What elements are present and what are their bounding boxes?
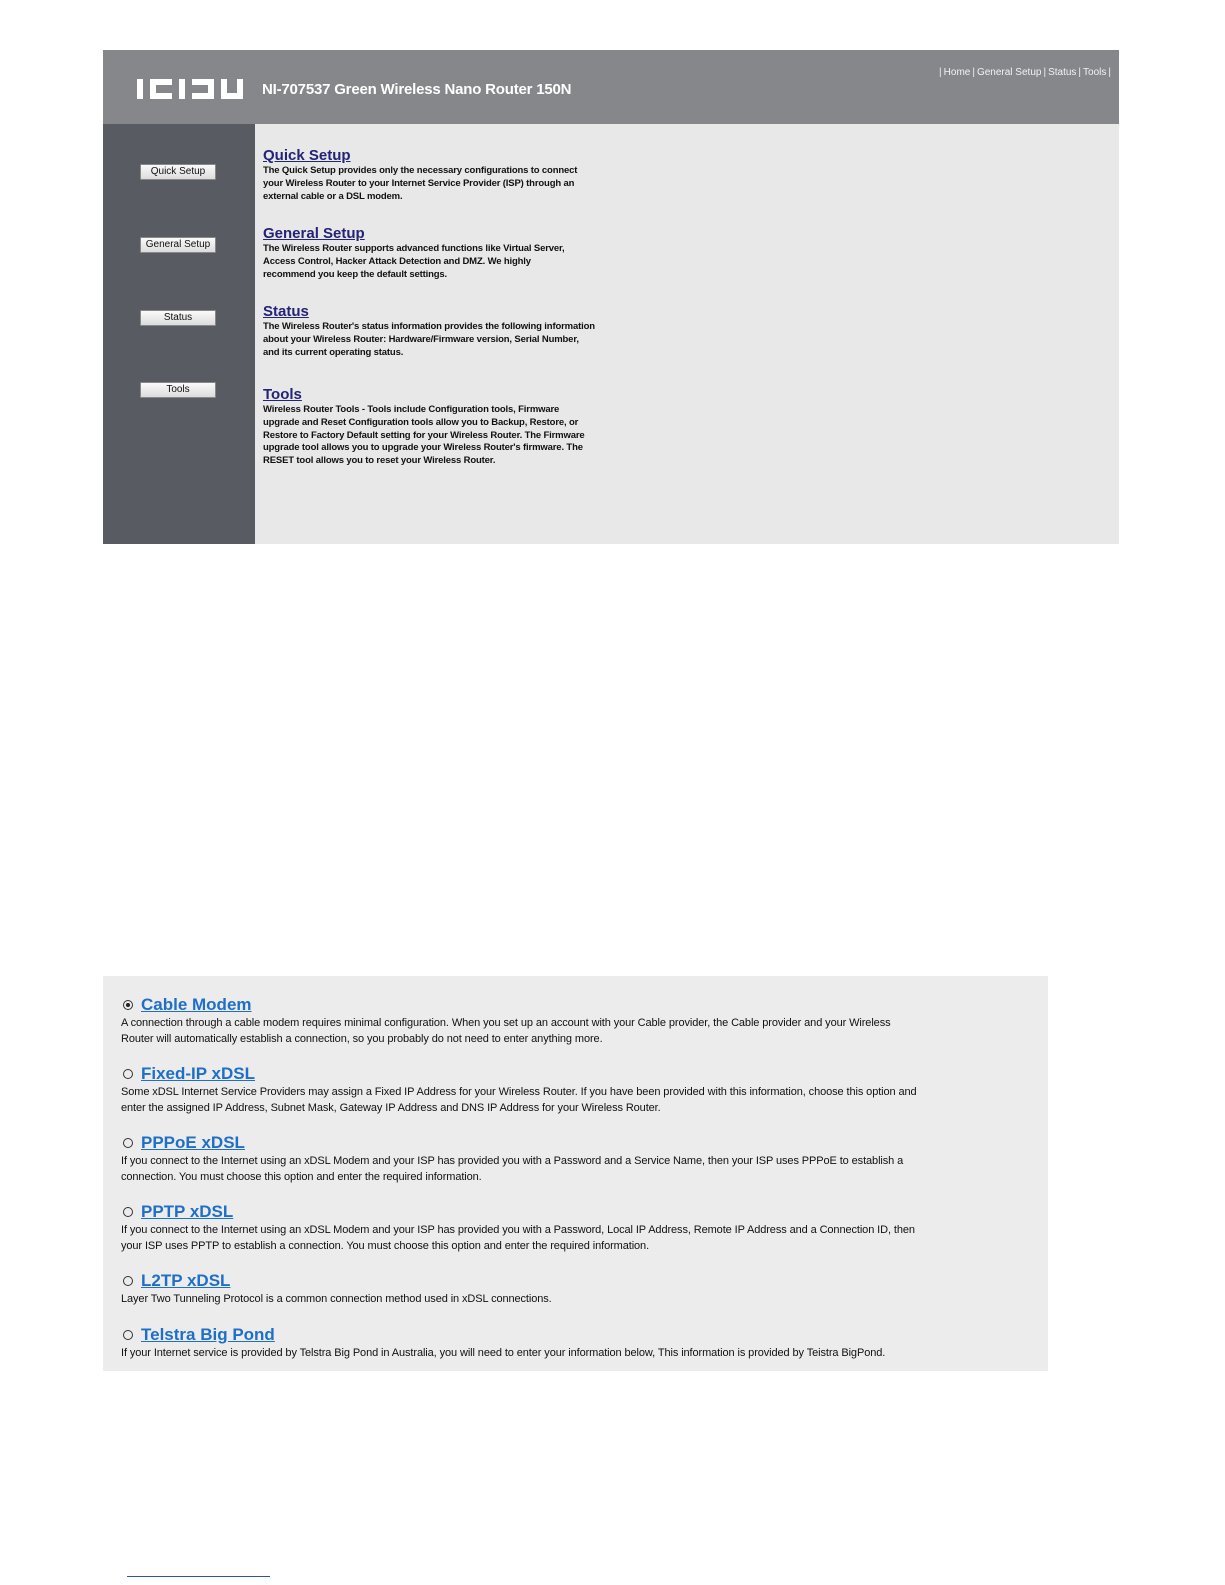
option-desc [121, 1223, 1036, 1254]
desc-line: upgrade tool allows you to upgrade your Wireless Router's firmware. The [263, 442, 583, 454]
desc-line: Access Control, Hacker Attack Detection and DMZ. We highly [263, 255, 531, 267]
telstra-big-pond-link[interactable]: Telstra Big Pond [141, 1325, 275, 1344]
desc-line: RESET tool allows you to reset your Wireless Router. [263, 455, 496, 467]
section-quick-setup [263, 147, 623, 203]
desc-line: A connection through a cable modem requires minimal configuration. When you set up an account with your Cable provider, the Cable provider and your Wireless [121, 1017, 891, 1029]
desc-line: The Wireless Router's status information provides the following information [263, 321, 595, 332]
desc-line: The Quick Setup provides only the necessary configurations to connect [263, 165, 578, 176]
option-desc [121, 1154, 1036, 1185]
top-nav-general-setup[interactable]: General Setup [976, 67, 1042, 78]
general-setup-button[interactable]: General Setup [140, 237, 216, 253]
wan-option-telstra-big-pond [121, 1325, 1036, 1362]
icidu-logo [137, 72, 243, 106]
desc-line: your Wireless Router to your Internet Service Provider (ISP) through an [263, 177, 575, 189]
quick-setup-button[interactable]: Quick Setup [140, 164, 216, 180]
desc-line: upgrade and Reset Configuration tools allow you to Backup, Restore, or [263, 416, 579, 428]
pppoe-xdsl-link[interactable]: PPPoE xDSL [141, 1133, 245, 1152]
option-desc [121, 1292, 1036, 1308]
desc-line: The Wireless Router supports advanced functions like Virtual Server, [263, 243, 565, 254]
option-desc [121, 1085, 1036, 1116]
wan-type-screenshot [103, 976, 1048, 1371]
section-title-tools[interactable]: Tools [263, 386, 302, 403]
pptp-xdsl-radio[interactable] [123, 1207, 133, 1217]
fixed-ip-xdsl-radio[interactable] [123, 1069, 133, 1079]
desc-line: Restore to Factory Default setting for your Wireless Router. The Firmware [263, 429, 585, 441]
wan-option-pppoe-xdsl [121, 1133, 1036, 1185]
section-desc [263, 404, 623, 468]
cable-modem-radio[interactable] [123, 1000, 133, 1010]
status-button[interactable]: Status [140, 310, 216, 326]
desc-line: your ISP uses PPTP to establish a connection. You must choose this option and enter the required information. [121, 1239, 650, 1252]
option-desc [121, 1346, 1036, 1362]
tools-button[interactable]: Tools [140, 382, 216, 398]
desc-line: If your Internet service is provided by Telstra Big Pond in Australia, you will need to enter your information below, This information is provided by Teistra BigPond. [121, 1347, 886, 1359]
option-desc [121, 1016, 1036, 1047]
section-title-quick-setup[interactable]: Quick Setup [263, 147, 351, 164]
desc-line: Wireless Router Tools - Tools include Configuration tools, Firmware [263, 404, 560, 415]
section-desc [263, 321, 623, 359]
product-title: NI-707537 Green Wireless Nano Router 150N [262, 81, 572, 98]
desc-line: Router will automatically establish a connection, so you probably do not need to enter anything more. [121, 1032, 603, 1045]
router-home-screenshot [103, 50, 1119, 544]
section-tools [263, 386, 623, 468]
footnote-separator [127, 1576, 270, 1577]
desc-line: and its current operating status. [263, 346, 404, 358]
section-desc [263, 165, 623, 203]
top-nav-status[interactable]: Status [1048, 67, 1077, 78]
fixed-ip-xdsl-link[interactable]: Fixed-IP xDSL [141, 1064, 255, 1083]
desc-line: connection. You must choose this option and enter the required information. [121, 1170, 482, 1183]
section-general-setup [263, 225, 623, 281]
section-title-status[interactable]: Status [263, 303, 309, 320]
desc-line: recommend you keep the default settings. [263, 268, 448, 280]
wan-option-cable-modem [121, 995, 1036, 1047]
l2tp-xdsl-link[interactable]: L2TP xDSL [141, 1271, 231, 1290]
desc-line: Some xDSL Internet Service Providers may assign a Fixed IP Address for your Wireless Router. If you have been provided with this information, choose this option and [121, 1086, 917, 1098]
l2tp-xdsl-radio[interactable] [123, 1276, 133, 1286]
pptp-xdsl-link[interactable]: PPTP xDSL [141, 1202, 234, 1221]
top-nav-home[interactable]: Home [943, 67, 971, 78]
desc-line: If you connect to the Internet using an xDSL Modem and your ISP has provided you with a Password and a Service Name, then your ISP uses PPPoE to establish a [121, 1155, 904, 1167]
section-status [263, 303, 623, 359]
telstra-big-pond-radio[interactable] [123, 1330, 133, 1340]
wan-option-l2tp-xdsl [121, 1271, 1036, 1308]
section-desc [263, 243, 623, 281]
cable-modem-link[interactable]: Cable Modem [141, 995, 252, 1014]
section-title-general-setup[interactable]: General Setup [263, 225, 365, 242]
desc-line: If you connect to the Internet using an xDSL Modem and your ISP has provided you with a Password, Local IP Address, Remote IP Address and a Connection ID, then [121, 1224, 915, 1236]
pppoe-xdsl-radio[interactable] [123, 1138, 133, 1148]
wan-option-fixed-ip-xdsl [121, 1064, 1036, 1116]
desc-line: external cable or a DSL modem. [263, 190, 403, 202]
top-nav-tools[interactable]: Tools [1083, 67, 1107, 78]
router-header [103, 50, 1119, 124]
top-nav: | Home | General Setup | Status | Tools | [939, 67, 1111, 78]
desc-line: enter the assigned IP Address, Subnet Mask, Gateway IP Address and DNS IP Address for your Wireless Router. [121, 1101, 661, 1114]
desc-line: about your Wireless Router: Hardware/Firmware version, Serial Number, [263, 333, 579, 345]
wan-option-pptp-xdsl [121, 1202, 1036, 1254]
sidebar [103, 124, 255, 544]
desc-line: Layer Two Tunneling Protocol is a common connection method used in xDSL connections. [121, 1293, 552, 1305]
